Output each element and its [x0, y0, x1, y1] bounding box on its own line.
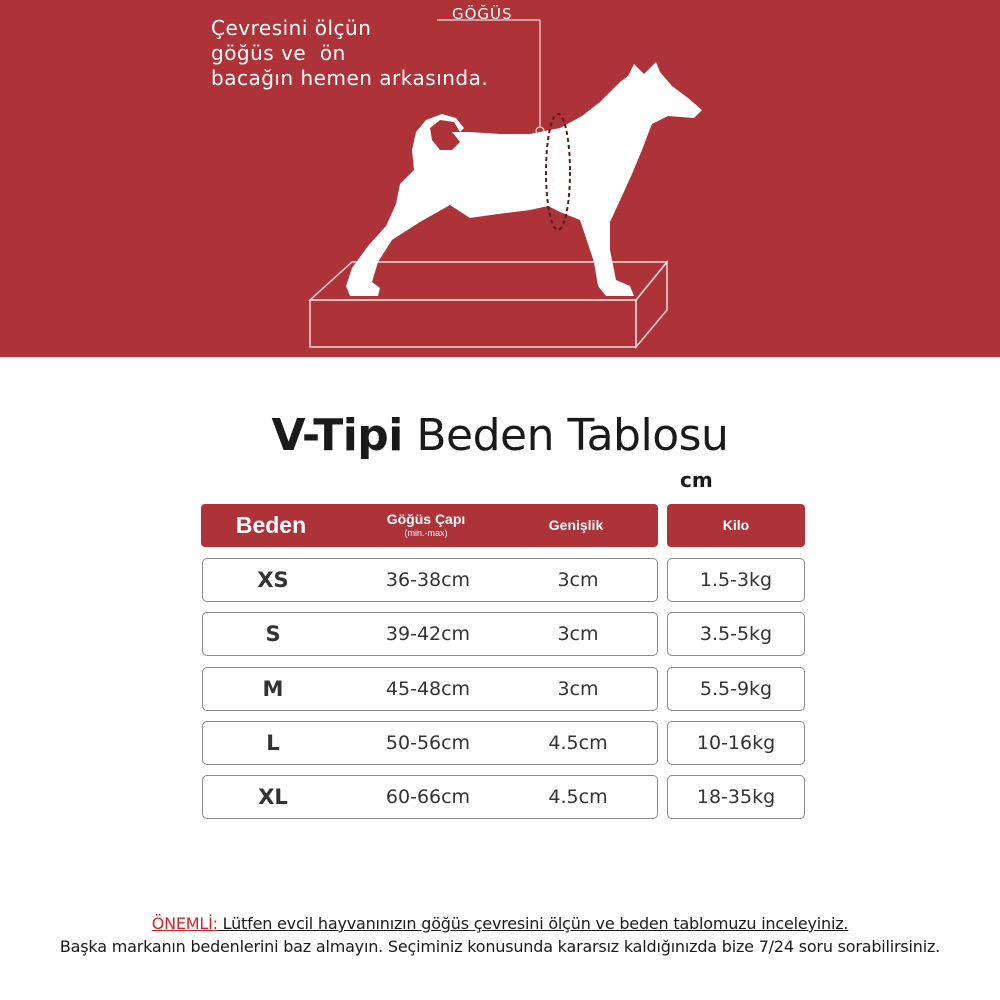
weight-cell: 10-16kg	[696, 732, 776, 754]
instruction-line: Çevresini ölçün	[211, 16, 372, 40]
weight-cell: 3.5-5kg	[699, 623, 773, 645]
important-label: ÖNEMLİ:	[151, 914, 218, 933]
size-cell: L	[266, 731, 280, 755]
weight-cell: 5.5-9kg	[699, 678, 773, 700]
width-cell: 4.5cm	[548, 786, 608, 808]
chest-cell: 60-66cm	[385, 786, 471, 808]
weight-row	[667, 667, 805, 711]
weight-row	[667, 721, 805, 765]
size-cell: M	[262, 677, 284, 701]
note-line-2: Başka markanın bedenlerini baz almayın. Seçiminiz konusunda kararsız kaldığınızda bize 7/24 soru sorabilirsiniz.	[59, 937, 941, 956]
header-width: Genişlik	[548, 517, 604, 533]
table-row	[202, 721, 658, 765]
header-weight: Kilo	[722, 517, 750, 533]
table-header	[201, 504, 658, 547]
table-row	[202, 612, 658, 656]
dog-measurement-illustration	[0, 0, 1000, 357]
size-cell: S	[265, 622, 281, 646]
title-regular: Beden Tablosu	[416, 410, 729, 461]
header-chest-sub: (min.-max)	[404, 528, 448, 538]
important-note	[0, 914, 1000, 933]
chest-label: GÖĞÜS	[452, 5, 513, 23]
header-chest	[341, 511, 511, 538]
weight-cell: 1.5-3kg	[699, 569, 773, 591]
chest-cell: 39-42cm	[385, 623, 471, 645]
width-cell: 3cm	[557, 623, 599, 645]
header-chest-label: Göğüs Çapı	[386, 511, 466, 527]
unit-label: cm	[680, 468, 713, 492]
width-cell: 3cm	[557, 569, 599, 591]
note-line-1: Lütfen evcil hayvanınızın göğüs çevresini ölçün ve beden tablomuzu inceleyiniz.	[217, 914, 849, 933]
chest-cell: 45-48cm	[385, 678, 471, 700]
title-bold: V-Tipi	[271, 410, 403, 461]
width-cell: 3cm	[557, 678, 599, 700]
chest-cell: 50-56cm	[385, 732, 471, 754]
weight-row	[667, 558, 805, 602]
size-cell: XL	[258, 785, 288, 809]
header-size: Beden	[235, 512, 307, 538]
page-title	[0, 410, 1000, 461]
weight-row	[667, 775, 805, 819]
table-row	[202, 667, 658, 711]
hero-banner	[0, 0, 1000, 357]
width-cell: 4.5cm	[548, 732, 608, 754]
instruction-line: göğüs ve ön	[211, 41, 346, 65]
chest-cell: 36-38cm	[385, 569, 471, 591]
table-row	[202, 775, 658, 819]
instruction-line: bacağın hemen arkasında.	[211, 66, 489, 90]
weight-cell: 18-35kg	[696, 786, 776, 808]
measurement-instructions	[211, 16, 488, 91]
weight-row	[667, 612, 805, 656]
table-header-weight	[667, 504, 805, 547]
dog-silhouette-icon	[346, 62, 702, 296]
size-cell: XS	[257, 568, 289, 592]
table-row	[202, 558, 658, 602]
